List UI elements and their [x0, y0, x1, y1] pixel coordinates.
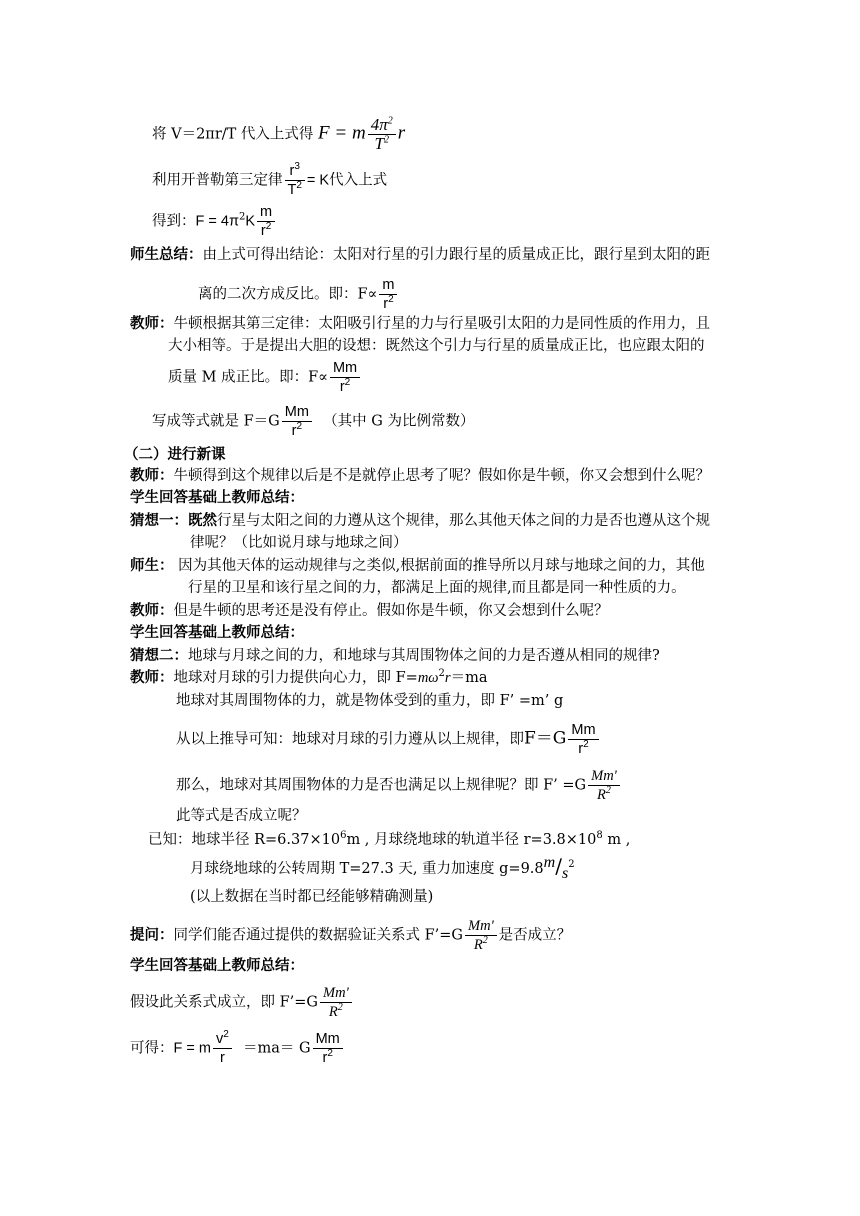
gravity-line — [176, 691, 563, 711]
fraction — [465, 917, 497, 954]
fraction-denominator: r — [578, 741, 584, 757]
fraction-numerator: Mm' — [591, 768, 617, 784]
teacher-paragraph-line-3 — [168, 359, 362, 396]
line-text: 利用开普勒第三定律 — [152, 172, 283, 189]
exponent: 2 — [344, 377, 351, 389]
hypothesis-2-line — [130, 646, 660, 666]
line-text: 代入上式 — [329, 172, 388, 189]
teacher-paragraph-line-1 — [130, 314, 710, 334]
teacher-paragraph-line-2 — [168, 336, 705, 356]
line-text: 行星与太阳之间的力遵从这个规律，那么其他天体之间的力是否也遵从这个规 — [217, 513, 710, 529]
fraction — [285, 162, 305, 199]
formula-part: mω — [417, 670, 439, 686]
line-text: 已知：地球半径 R=6.37×10 — [148, 832, 341, 848]
line-text: 假设此关系式成立，即 F’=G — [130, 994, 319, 1011]
known-data-line-2: 月球绕地球的公转周期 T=27.3 天, 重力加速度 $g=9.8m∕s^2$ — [190, 854, 575, 882]
formula-part: F = m — [173, 1040, 211, 1057]
line-text: 质量 M 成正比。即：F∝ — [168, 369, 328, 386]
formula-part: F = 4π — [195, 213, 239, 230]
fraction-denominator: T — [374, 134, 384, 153]
fraction — [257, 203, 275, 240]
fraction-denominator: R — [597, 787, 606, 803]
line-text: 可得： — [130, 1040, 174, 1057]
fraction-numerator: m — [260, 204, 273, 220]
summary-heading-2: 学生回答基础上教师总结： — [130, 625, 304, 641]
fraction-denominator: r — [260, 223, 266, 239]
exponent: 2 — [383, 134, 389, 146]
fraction — [313, 1030, 343, 1067]
teacher-student-line-2 — [188, 578, 686, 598]
section-heading: （二）进行新课 — [124, 447, 226, 463]
line-text: 地球与月球之间的力，和地球与其周围物体之间的力是否遵从相同的规律? — [188, 648, 660, 664]
result-line — [130, 1030, 345, 1067]
exponent: 2 — [482, 935, 488, 947]
line-text: m , — [602, 832, 631, 848]
known-data-note — [190, 887, 433, 907]
line-text: 是否成立？ — [498, 927, 572, 944]
fraction-numerator: v — [215, 1031, 224, 1047]
teacher-line-11 — [130, 466, 710, 486]
line-text: 由上式可得出结论：太阳对行星的引力跟行星的质量成正比，跟行星到太阳的距 — [202, 247, 710, 263]
hypothesis-1-line-1 — [130, 511, 710, 531]
line-text: 同学们能否通过提供的数据验证关系式 F’=G — [173, 927, 464, 944]
fraction-numerator: r — [289, 163, 295, 179]
line-text: 大小相等。于是提出大胆的设想：既然这个引力与行星的质量成正比，也应跟太阳的 — [168, 338, 705, 354]
fraction — [213, 1030, 232, 1067]
line-text: 得到： — [152, 213, 196, 230]
formula-line-9 — [152, 403, 474, 440]
fraction-denominator: r — [322, 1050, 328, 1066]
question-line-24 — [176, 806, 307, 826]
formula-line-2 — [152, 162, 387, 199]
question-prompt-line — [130, 917, 571, 954]
teacher-line-20 — [130, 668, 487, 688]
speaker-label: 猜想一： — [130, 513, 188, 529]
line-text: 月球绕地球的公转周期 T=27.3 天, 重力加速度 g=9.8 — [190, 861, 544, 877]
summary-heading: 学生回答基础上教师总结： — [130, 490, 304, 506]
exponent: 2 — [296, 180, 302, 192]
line-text: 因为其他天体的运动规律与之类似,根据前面的推导所以月球与地球之间的力，其他 — [178, 558, 705, 574]
fraction-numerator: Mm — [332, 360, 358, 376]
summary-paragraph-line-2 — [198, 276, 399, 313]
line-text: m , 月球绕地球的轨道半径 r=3.8×10 — [346, 832, 597, 848]
speaker-label: 师生总结： — [130, 247, 203, 263]
exponent: 2 — [583, 739, 589, 751]
exponent: 2 — [387, 115, 393, 127]
speaker-label: 教师： — [130, 468, 174, 484]
line-text: 将 V＝2πr/T 代入上式得 — [152, 126, 314, 143]
line-text: ＝ma — [450, 670, 488, 686]
line-text: 牛顿根据其第三定律：太阳吸引行星的力与行星吸引太阳的力是同性质的作用力，且 — [173, 316, 710, 332]
fraction — [330, 359, 360, 396]
bold-word: 既然 — [188, 513, 217, 529]
exponent: 2 — [605, 785, 611, 797]
question-line-23 — [176, 767, 622, 804]
line-text: 离的二次方成反比。即：F∝ — [198, 286, 378, 303]
fraction-numerator: m — [382, 277, 395, 293]
line-text: 但是牛顿的思考还是没有停止。假如你是牛顿，你又会想到什么呢？ — [173, 603, 609, 619]
formula-part: K — [245, 213, 255, 230]
fraction — [368, 116, 396, 153]
line-text: (以上数据在当时都已经能够精确测量) — [190, 889, 434, 905]
exponent: 2 — [296, 421, 303, 433]
line-text: 行星的卫星和该行星之间的力，都满足上面的规律,而且都是同一种性质的力。 — [188, 580, 686, 596]
assumption-line — [130, 984, 354, 1021]
line-text: （其中 G 为比例常数） — [323, 413, 475, 430]
fraction — [379, 276, 397, 313]
fraction-numerator: Mm' — [468, 918, 494, 934]
formula-part: r — [397, 122, 406, 144]
formula-part: = K — [306, 172, 330, 189]
fraction — [568, 721, 598, 758]
fraction-numerator: Mm — [571, 722, 596, 738]
line-text: ＝ma＝ G — [243, 1040, 311, 1057]
fraction-denominator: R — [473, 937, 483, 953]
line-text: 此等式是否成立呢？ — [176, 808, 307, 824]
speaker-label: 教师： — [130, 316, 174, 332]
formula-part: F＝G — [524, 728, 567, 749]
exponent: 8 — [596, 830, 603, 842]
line-text: 地球对月球的引力提供向心力，即 F= — [173, 670, 418, 686]
line-text: 从以上推导可知：地球对月球的引力遵从以上规律，即 — [176, 731, 524, 748]
fraction-denominator: r — [339, 379, 345, 395]
fraction — [320, 984, 352, 1021]
derivation-line — [176, 721, 601, 758]
exponent: 2 — [438, 668, 445, 680]
speaker-label: 猜想二： — [130, 648, 188, 664]
exponent: 2 — [223, 1029, 229, 1041]
exponent: 2 — [327, 1048, 333, 1060]
fraction-denominator: r — [213, 1048, 232, 1067]
exponent: 2 — [238, 211, 246, 223]
fraction-numerator: Mm' — [323, 985, 349, 1001]
exponent: 6 — [340, 830, 347, 842]
teacher-line-17 — [130, 601, 609, 621]
fraction-denominator: r — [291, 423, 297, 439]
fraction-numerator: Mm — [284, 404, 309, 420]
summary-paragraph-line-1 — [130, 245, 710, 265]
hypothesis-1-line-2 — [190, 533, 408, 553]
unit-numerator: m — [543, 854, 556, 871]
line-text: 律呢？（比如说月球与地球之间） — [190, 535, 408, 551]
unit-denominator: s — [561, 865, 569, 882]
fraction-numerator: 4π — [370, 115, 388, 134]
speaker-label: 提问： — [130, 927, 174, 944]
fraction — [282, 403, 312, 440]
summary-heading-3: 学生回答基础上教师总结： — [130, 958, 304, 974]
fraction — [588, 767, 620, 804]
formula-part: r — [444, 670, 451, 686]
formula-line-1 — [152, 116, 405, 153]
line-text: 那么，地球对其周围物体的力是否也满足以上规律呢？即 F’ =G — [176, 777, 587, 794]
line-text: 地球对其周围物体的力，就是物体受到的重力，即 F’ =m’ g — [176, 693, 564, 709]
fraction-denominator: T — [287, 182, 297, 198]
exponent: 2 — [265, 221, 272, 233]
exponent: 2 — [388, 294, 394, 306]
teacher-student-line-1 — [130, 556, 705, 576]
formula-line-3 — [152, 203, 277, 240]
known-data-line-1 — [148, 830, 630, 850]
fraction-denominator: R — [328, 1004, 338, 1020]
line-text: 牛顿得到这个规律以后是不是就停止思考了呢？假如你是牛顿，你又会想到什么呢？ — [173, 468, 710, 484]
fraction-denominator: r — [383, 296, 389, 312]
speaker-label: 教师： — [130, 603, 174, 619]
formula-part: F = m — [318, 122, 366, 144]
exponent: 3 — [294, 161, 300, 173]
exponent: 2 — [568, 859, 575, 871]
fraction-numerator: Mm — [315, 1031, 340, 1047]
line-text: 写成等式就是 F＝G — [152, 413, 280, 430]
exponent: 2 — [337, 1002, 343, 1014]
speaker-label: 教师： — [130, 670, 174, 686]
speaker-label: 师生： — [130, 558, 174, 574]
